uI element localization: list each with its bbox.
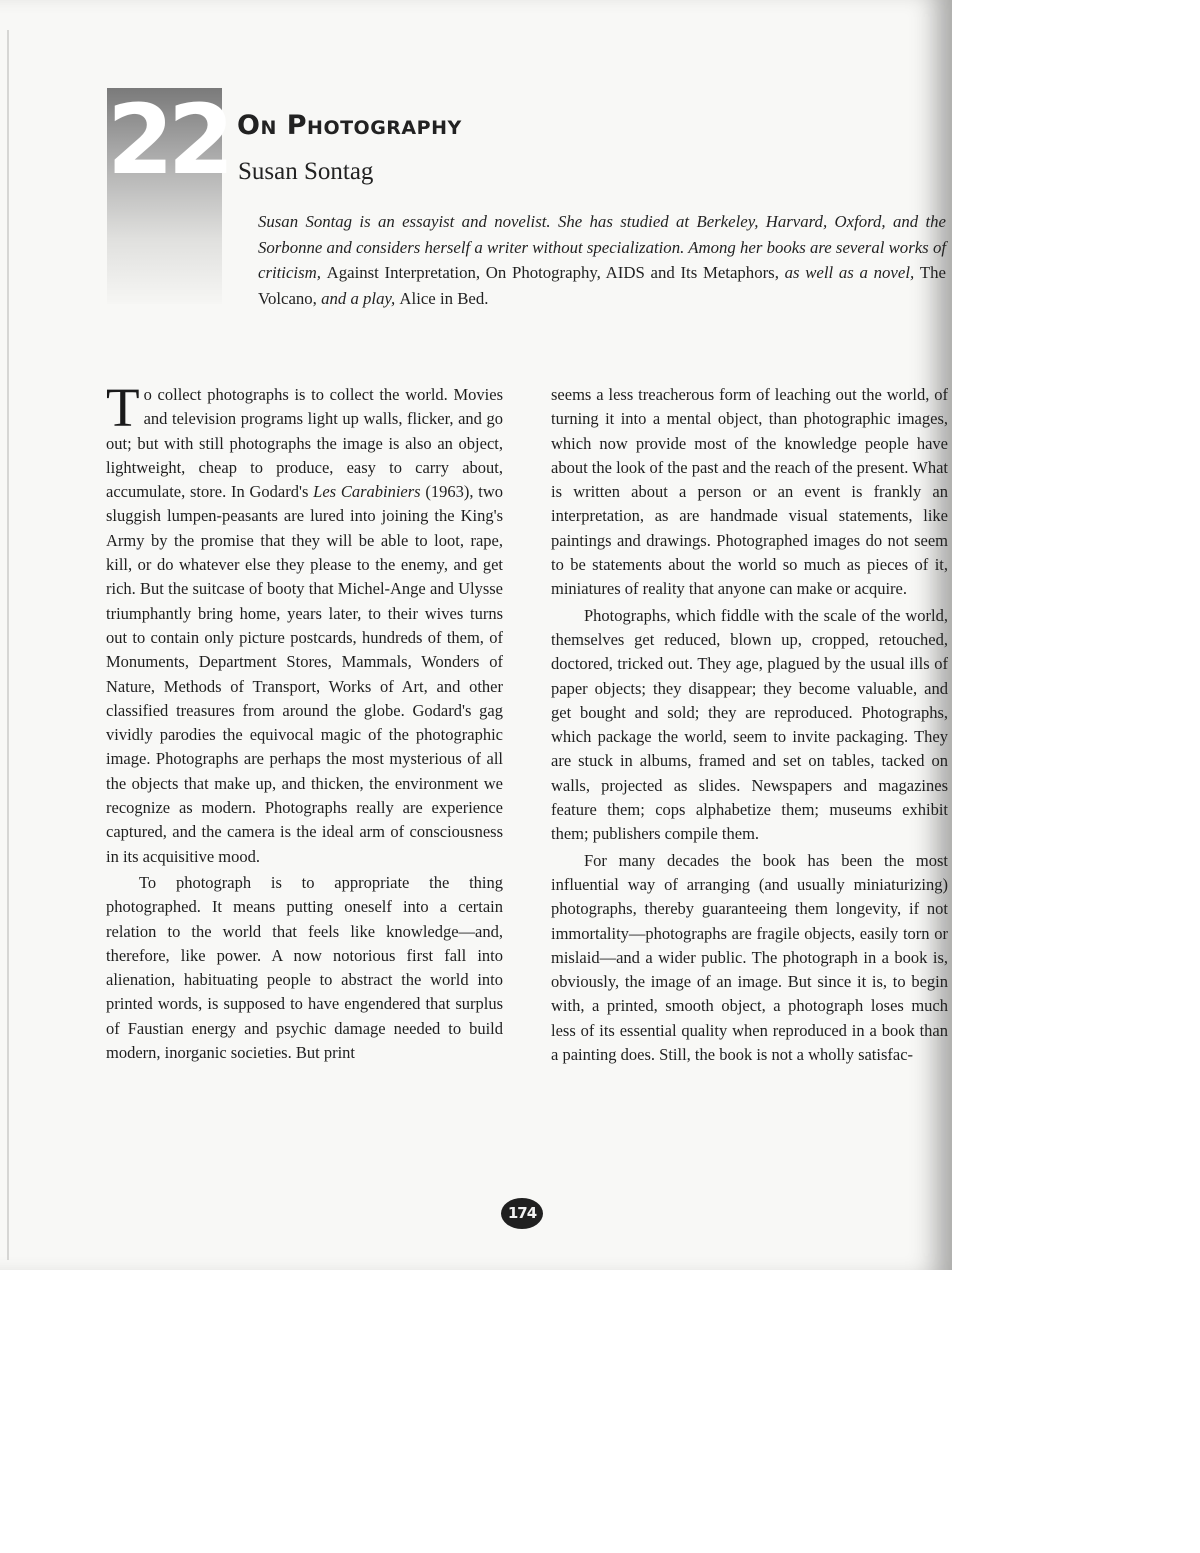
chapter-number-badge xyxy=(107,84,229,304)
paragraph-1-text-a: o collect photographs is to collect the world. Movies and television programs light up walls, flicker, and go out; but with still photographs the image is also an object, lightweight, cheap to produce, easy to carry about, accumulate, store. In Godard's xyxy=(106,385,503,502)
drop-cap: T xyxy=(106,377,140,438)
paragraph-1-text-b: (1963), two sluggish lumpen-peasants are lured into joining the King's Army by the promise that they will be able to loot, rape, kill, or do whatever else they please to the enemy, and get rich. But the suitcase of booty that Michel-Ange and Ulysse triumphantly bring home, years later, to their wives turns out to contain only picture postcards, hundreds of them, of Monuments, Department Stores, Mammals, Wonders of Nature, Methods of Transport, Works of Art, and other classified treasures from around the globe. Godard's gag vividly parodies the equivocal magic of the photographic image. Photographs are perhaps the most mysterious of all the objects that make up, and thicken, the environment we recognize as modern. Photographs really are experience captured, and the camera is the ideal arm of consciousness in its acquisitive mood. xyxy=(106,482,503,866)
left-column xyxy=(106,377,503,1065)
paragraph-4: Photographs, which fiddle with the scale of the world, themselves get reduced, blown up, cropped, retouched, doctored, tricked out. They age, plagued by the usual ills of paper objects; they disappear; they become valuable, and get bought and sold; they are reproduced. Photographs, which package the world, seem to invite packaging. They are stuck in albums, framed and set on tables, tacked on walls, projected as slides. Newspapers and magazines feature them; cops alphabetize them; museums exhibit them; publishers compile them. xyxy=(551,605,948,844)
chapter-number: 22 xyxy=(107,84,229,196)
intro-book-titles: Against Interpretation, On Photography, AIDS and Its Metaphors, xyxy=(326,263,779,282)
page-number: 174 xyxy=(501,1198,543,1229)
intro-text-3: and a play, xyxy=(316,288,400,308)
paragraph-5: For many decades the book has been the most influential way of arranging (and usually miniaturizing) photographs, thereby guaranteeing them longevity, if not immortality—photographs are fragile objects, easily torn or mislaid—and a wider public. The photograph in a book is, obviously, the image of an image. But since it is, to begin with, a printed, smooth object, a photograph loses much less of its essential quality when reproduced in a book than a painting does. Still, the book is not a wholly satisfac- xyxy=(551,850,948,1065)
intro-play-title: Alice in Bed. xyxy=(399,288,489,308)
paragraph-2: To photograph is to appropriate the thing photographed. It means putting oneself into a certain relation to the world that feels like knowledge—and, therefore, like power. A now notorious first fall into alienation, habituating people to abstract the world into printed words, is supposed to have engendered that surplus of Faustian energy and psychic damage needed to build modern, inorganic societies. But print xyxy=(106,872,503,1063)
film-title: Les Carabiniers xyxy=(313,482,421,502)
paragraph-3: seems a less treacherous form of leaching out the world, of turning it into a mental object, than photographic images, which now provide most of the knowledge people have about the look of the past and the reach of the present. What is written about a person or an event is frankly an interpretation, as are handmade visual statements, like paintings and drawings. Photographed images do not seem to be statements about the world so much as pieces of it, miniatures of reality that anyone can make or acquire. xyxy=(551,385,948,599)
chapter-title: On Photography xyxy=(237,110,462,141)
author-introduction xyxy=(258,209,946,311)
binding-edge xyxy=(7,30,9,1260)
intro-novel-title: The Volcano, xyxy=(258,263,946,308)
paragraph-1 xyxy=(106,377,503,869)
right-column xyxy=(551,383,948,1067)
intro-text-1: Susan Sontag is an essayist and novelist. She has studied at Berkeley, Harvard, Oxford, and the Sorbonne and considers herself a writer without specialization. Among her books are several works of criticism, xyxy=(258,212,946,282)
chapter-author: Susan Sontag xyxy=(238,158,374,185)
intro-text-2: as well as a novel, xyxy=(778,263,920,282)
